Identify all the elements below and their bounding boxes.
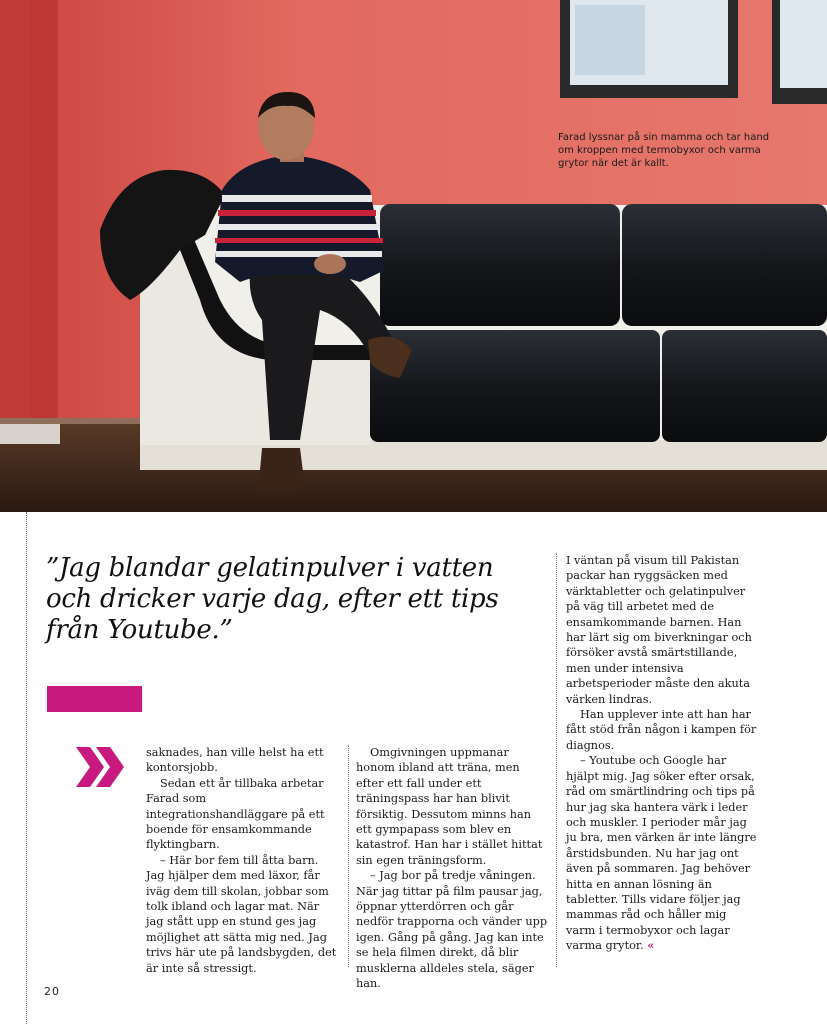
- paragraph: – Här bor fem till åtta barn. Jag hjälper dem med läxor, får iväg dem till skolan, jobbar som tolk ibland och lagar mat. När jag stått upp en stund ges jag möjlighet att sätta mig ned. Jag trivs här ute på landsbygden, det är inte så stressigt.: [146, 853, 337, 975]
- column-divider: [556, 553, 557, 967]
- article-column-3: [566, 553, 758, 954]
- double-chevron-right-icon: [74, 745, 126, 793]
- article-column-2: [356, 745, 548, 992]
- accent-bar: [47, 686, 142, 712]
- column-divider: [348, 745, 349, 967]
- paragraph: – Jag bor på tredje våningen. När jag tittar på film pausar jag, öppnar ytterdörren och går nedför trapporna och vänder upp igen. Gång på gång. Jag kan inte se hela filmen direkt, då blir musklerna alldeles stela, säger han.: [356, 869, 548, 991]
- paragraph: I väntan på visum till Pakistan packar han ryggsäcken med värktabletter och gelatinpulver på väg till arbetet med de ensamkommande barnen. Han har lärt sig om biverkningar och försöker avstå smärtstillande, men under intensiva arbetsperioder måste den akuta värken lindras.: [566, 554, 752, 706]
- paragraph: saknades, han ville helst ha ett kontorsjobb.: [146, 746, 324, 775]
- paragraph: Han upplever inte att han har fått stöd från någon i kampen för diagnos.: [566, 708, 757, 752]
- paragraph: Omgivningen uppmanar honom ibland att träna, men efter ett fall under ett träningspass har han blivit försiktig. Dessutom minns han ett gympapass som blev en katastrof. Han har i stället hittat sin egen träningsform.: [356, 746, 543, 867]
- double-chevron-left-icon: «: [647, 938, 655, 953]
- page-number: 20: [44, 985, 60, 998]
- pull-quote: ”Jag blandar gelatinpulver i vatten och dricker varje dag, efter ett tips från Youtube.”: [46, 553, 499, 645]
- margin-dotted-rule: [26, 512, 27, 1024]
- article-column-1: [146, 745, 340, 976]
- paragraph-text: – Youtube och Google har hjälpt mig. Jag söker efter orsak, råd om smärtlindring och tips på hur jag ska hantera värk i leder och muskler. I perioder mår jag ju bra, men värken är inte längre årstidsbunden. Nu har jag ont även på sommaren. Jag behöver hitta en annan lösning än tabletter. Tills vidare följer jag mammas råd och håller mig varm i termobyxor och lagar varma grytor.: [566, 754, 757, 953]
- photo-caption: Farad lyssnar på sin mamma och tar hand om kroppen med termobyxor och varma grytor när det är kallt.: [558, 132, 770, 169]
- paragraph: [566, 753, 758, 953]
- paragraph: Sedan ett år tillbaka arbetar Farad som integrationshandläggare på ett boende för ensamkommande flyktingbarn.: [146, 776, 325, 852]
